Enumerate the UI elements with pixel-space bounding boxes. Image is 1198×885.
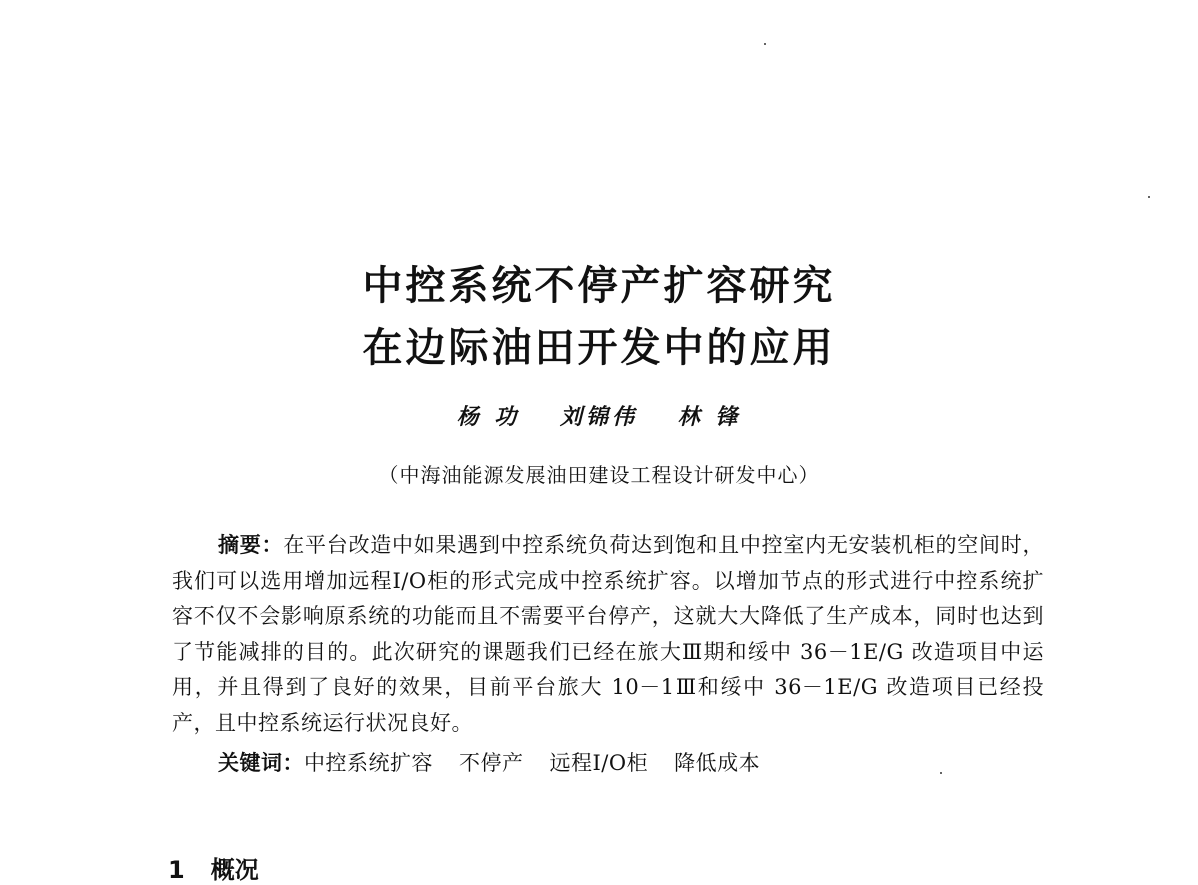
scan-speck [940, 772, 942, 774]
section-heading [168, 850, 259, 885]
abstract-text: 在平台改造中如果遇到中控系统负荷达到饱和且中控室内无安装机柜的空间时，我们可以选用增加远程I/O柜的形式完成中控系统扩容。以增加节点的形式进行中控系统扩容不仅不会影响原系统的功能而且不需要平台停产，这就大大降低了生产成本，同时也达到了节能减排的目的。此次研究的课题我们已经在旅大Ⅲ期和绥中 36－1E/G 改造项目中运用，并且得到了良好的效果，目前平台旅大 10－1Ⅲ和绥中 36－1E/G 改造项目已经投产，且中控系统运行状况良好。 [172, 533, 1045, 735]
author-name: 林 锋 [677, 404, 742, 430]
paper-title-line-1: 中控系统不停产扩容研究 [362, 263, 836, 309]
paper-title-line-2: 在边际油田开发中的应用 [362, 325, 836, 371]
section-number: 1 [168, 856, 185, 884]
keyword-item: 降低成本 [674, 751, 761, 775]
author-name: 刘锦伟 [559, 404, 638, 430]
abstract [172, 528, 1044, 741]
keyword-item: 不停产 [459, 751, 524, 775]
keywords-label: 关键词： [218, 751, 304, 775]
author-list [0, 400, 1198, 431]
abstract-label: 摘要： [218, 533, 284, 557]
keywords [218, 747, 786, 777]
keyword-item: 中控系统扩容 [304, 751, 433, 775]
author-name: 杨 功 [456, 404, 521, 430]
author-affiliation: （中海油能源发展油田建设工程设计研发中心） [378, 463, 820, 487]
keyword-item: 远程I/O柜 [549, 751, 649, 775]
scan-speck [764, 43, 766, 45]
scan-speck [1148, 196, 1150, 198]
section-title: 概况 [210, 856, 259, 884]
